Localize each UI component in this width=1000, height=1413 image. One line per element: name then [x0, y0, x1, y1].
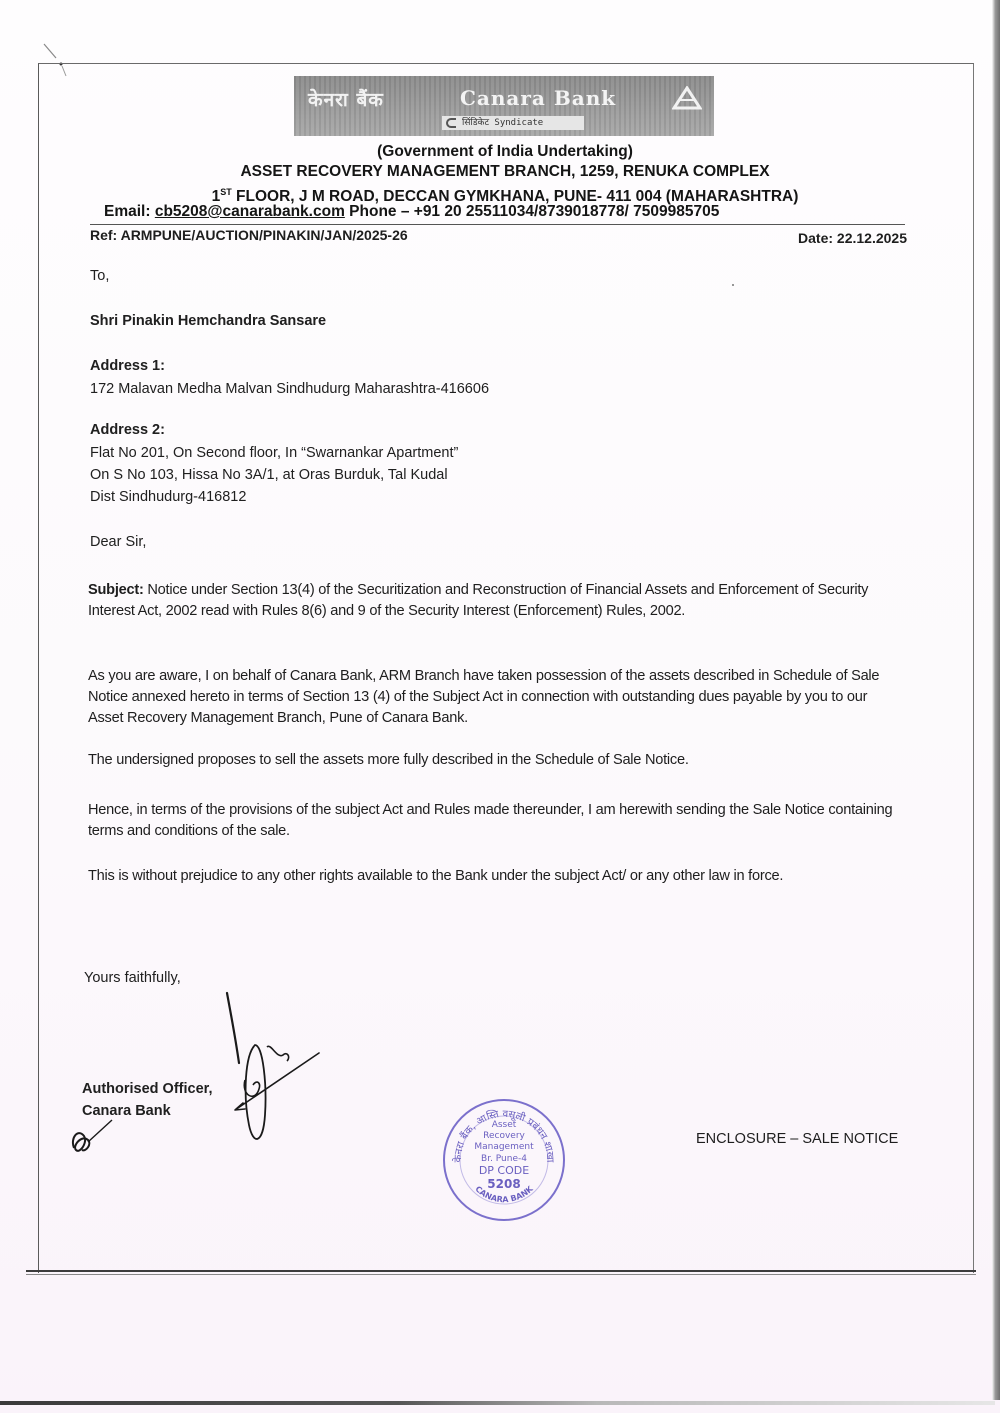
seal-dp-code: 5208: [487, 1177, 521, 1191]
email-label: Email:: [104, 203, 155, 220]
address2-line: Dist Sindhudurg-416812: [90, 489, 247, 505]
subject-paragraph: [88, 580, 898, 622]
bank-logo: [294, 76, 714, 136]
signatory-org: Canara Bank: [82, 1103, 171, 1119]
page-border-bottom: [26, 1270, 976, 1275]
handwritten-signature-icon: [215, 985, 335, 1155]
address2-line: On S No 103, Hissa No 3A/1, at Oras Burduk, Tal Kudal: [90, 467, 448, 483]
subject-label: Subject:: [88, 582, 144, 598]
floor-number: 1: [211, 188, 221, 205]
address1-text: 172 Malavan Medha Malvan Sindhudurg Maharashtra-416606: [90, 381, 490, 397]
scan-edge-shadow: [992, 0, 1000, 1400]
address1-label: Address 1:: [90, 358, 165, 374]
body-paragraph: The undersigned proposes to sell the assets more fully described in the Schedule of Sale Notice.: [88, 752, 689, 768]
gov-undertaking: (Government of India Undertaking): [377, 143, 633, 160]
seal-line: Asset: [491, 1120, 517, 1130]
reference-number: Ref: ARMPUNE/AUCTION/PINAKIN/JAN/2025-26: [90, 227, 408, 243]
seal-line: Recovery: [483, 1131, 525, 1141]
seal-line: Management: [474, 1142, 534, 1152]
seal-line: Br. Pune-4: [481, 1154, 527, 1164]
contact-line: [104, 203, 719, 221]
initials-mark-icon: [66, 1110, 126, 1160]
body-paragraph: Hence, in terms of the provisions of the subject Act and Rules made thereunder, I am herewith sending the Sale Notice containing terms and conditions of the sale.: [88, 802, 893, 839]
seal-bottom-arc-text: CANARA BANK: [473, 1184, 535, 1205]
logo-syndicate-strip: [442, 116, 584, 130]
letterhead-address: [90, 142, 920, 207]
logo-english-text: Canara Bank: [460, 86, 617, 110]
logo-hindi-text: केनरा बैंक: [308, 89, 384, 111]
syndicate-mark-icon: [446, 118, 456, 128]
address2-label: Address 2:: [90, 422, 165, 438]
address2-line: Flat No 201, On Second floor, In “Swarnankar Apartment”: [90, 445, 459, 461]
subject-text: Notice under Section 13(4) of the Securitization and Reconstruction of Financial Assets and Enforcement of Security Interest Act, 2002 read with Rules 8(6) and 9 of the Security Interest (Enforcement) Rules, 2002.: [88, 582, 869, 619]
greeting: Dear Sir,: [90, 534, 147, 550]
scan-bottom-shadow: [0, 1401, 995, 1405]
body-paragraph: As you are aware, I on behalf of Canara Bank, ARM Branch have taken possession of the assets described in Schedule of Sale Notice annexed hereto in terms of Section 13 (4) of the Subject Act in connection with outstanding dues payable by you to our Asset Recovery Management Branch, Pune of Canara Bank.: [88, 668, 880, 726]
enclosure-note: ENCLOSURE – SALE NOTICE: [696, 1131, 899, 1147]
signatory-title: Authorised Officer,: [82, 1081, 213, 1097]
scan-speck: [732, 284, 734, 286]
valediction: Yours faithfully,: [84, 970, 181, 986]
body-paragraph: This is without prejudice to any other rights available to the Bank under the subject Act/ or any other law in force.: [88, 868, 784, 884]
header-divider: [90, 224, 905, 225]
branch-seal-stamp: [441, 1097, 567, 1223]
floor-ordinal-suffix: ST: [220, 187, 232, 197]
recipient-name: Shri Pinakin Hemchandra Sansare: [90, 313, 327, 329]
seal-top-arc-text: केनरा बैंक, आस्ति वसूली प्रबंधन शाखा: [452, 1108, 556, 1163]
logo-syndicate-text: सिंडिकेट Syndicate: [462, 118, 544, 128]
seal-line: DP CODE: [478, 1164, 530, 1177]
canara-triangle-icon: [672, 86, 702, 110]
email-link[interactable]: cb5208@canarabank.com: [154, 203, 345, 220]
address-text: FLOOR, J M ROAD, DECCAN GYMKHANA, PUNE- 411 004 (MAHARASHTRA): [231, 188, 799, 205]
phone-numbers: Phone – +91 20 25511034/8739018778/ 7509985705: [344, 203, 720, 220]
letter-date: Date: 22.12.2025: [798, 230, 907, 246]
to-label: To,: [90, 268, 110, 284]
branch-name: ASSET RECOVERY MANAGEMENT BRANCH, 1259, RENUKA COMPLEX: [240, 163, 770, 180]
